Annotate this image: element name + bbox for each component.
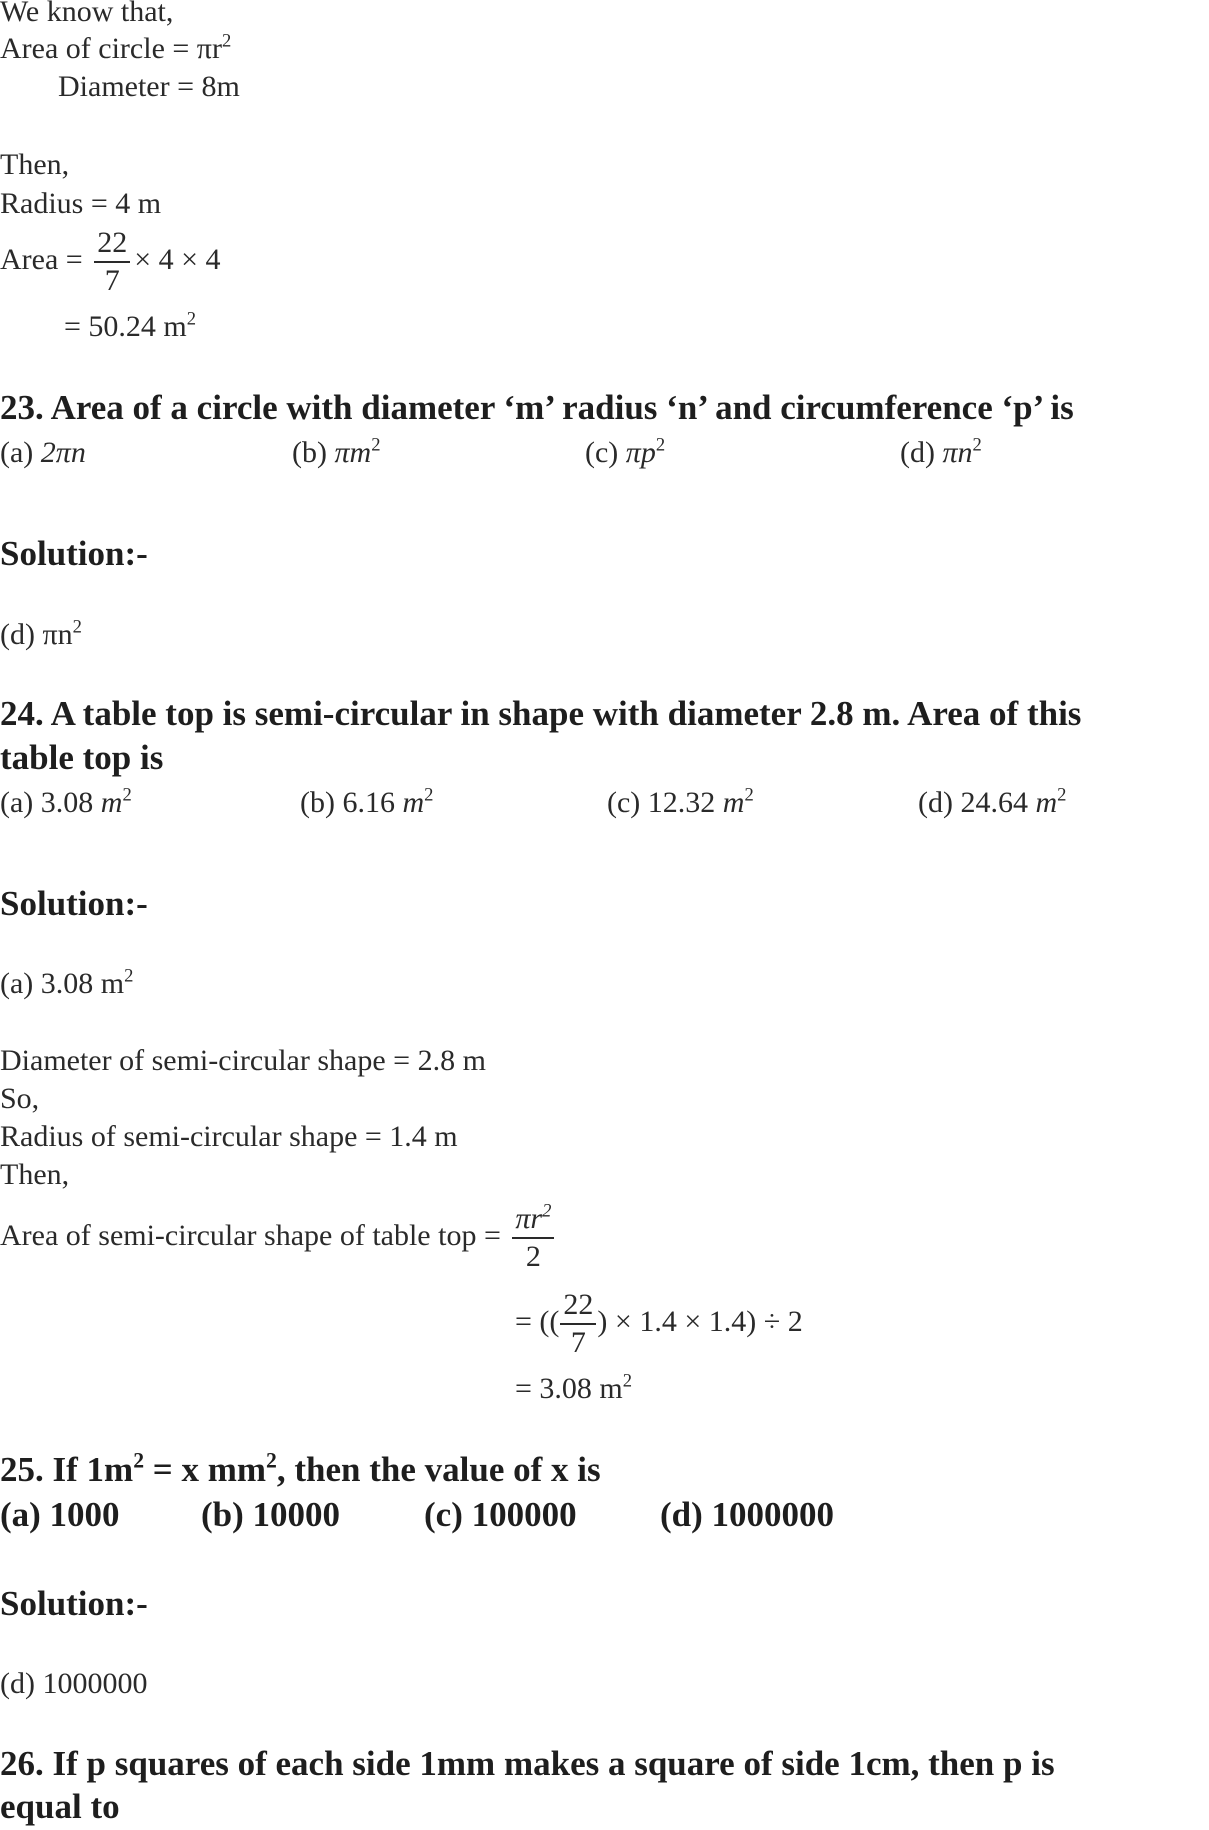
question-24-line-2: table top is — [0, 738, 164, 777]
q23-answer — [0, 617, 82, 653]
result-text: = 3.08 m — [515, 1372, 623, 1405]
area-formula-line — [0, 31, 231, 67]
fraction-numerator — [512, 1201, 554, 1239]
option-exponent: 2 — [1057, 784, 1067, 806]
option-value: 3.08 — [40, 786, 94, 819]
numerator-exponent: 2 — [542, 1200, 552, 1222]
q25-option-b: (b) 10000 — [201, 1495, 341, 1534]
q23-option-a — [0, 435, 86, 471]
result-exponent: 2 — [622, 1370, 633, 1392]
q25-option-c: (c) 100000 — [424, 1495, 577, 1534]
area-formula-text: Area of circle = πr — [0, 32, 222, 65]
fraction-numerator: 22 — [560, 1287, 596, 1325]
option-label: (d) — [918, 786, 953, 819]
q24-option-a — [0, 785, 132, 821]
q24-solution-heading: Solution:- — [0, 884, 148, 923]
fraction-denominator: 2 — [525, 1240, 541, 1273]
answer-exponent: 2 — [72, 616, 82, 638]
fraction-pi-r2-over-2 — [512, 1201, 554, 1275]
answer-text: (d) πn — [0, 618, 73, 651]
q25-answer: (d) 1000000 — [0, 1667, 148, 1700]
option-unit: m — [100, 786, 123, 819]
q25-solution-heading: Solution:- — [0, 1584, 148, 1623]
option-value: πm — [334, 436, 372, 469]
q24-option-c — [607, 785, 754, 821]
q25-option-d: (d) 1000000 — [660, 1495, 835, 1534]
option-exponent: 2 — [424, 784, 434, 806]
area-result-text: = 50.24 m — [64, 310, 187, 343]
option-label: (b) — [300, 786, 335, 819]
area-prefix: Area = — [0, 242, 83, 276]
question-part-3: , then the value of x is — [276, 1450, 601, 1489]
q23-option-b — [292, 435, 380, 471]
q24-radius-line: Radius of semi-circular shape = 1.4 m — [0, 1120, 458, 1153]
radius-line: Radius = 4 m — [0, 187, 162, 220]
option-label: (c) — [585, 436, 619, 469]
question-24-line-1: 24. A table top is semi-circular in shape with diameter 2.8 m. Area of this — [0, 694, 1082, 733]
option-exponent: 2 — [122, 784, 132, 806]
q24-step-line — [515, 1287, 803, 1361]
fraction-denominator: 7 — [104, 264, 120, 297]
answer-text: (a) 3.08 m — [0, 967, 125, 1000]
option-value: 2πn — [40, 436, 86, 469]
question-26-line-1: 26. If p squares of each side 1mm makes a square of side 1cm, then p is — [0, 1744, 1055, 1783]
q24-then-line: Then, — [0, 1158, 70, 1191]
q24-area-formula-line — [0, 1201, 558, 1275]
step-suffix: ) × 1.4 × 1.4) ÷ 2 — [597, 1304, 803, 1338]
fraction-22-7 — [94, 225, 130, 299]
exponent: 2 — [266, 1448, 277, 1473]
option-value: πp — [625, 436, 656, 469]
question-part-1: 25. If 1m — [0, 1450, 134, 1489]
q23-option-c — [585, 435, 665, 471]
exponent: 2 — [133, 1448, 145, 1473]
option-value: 24.64 — [960, 786, 1028, 819]
option-label: (c) — [607, 786, 641, 819]
step-prefix: = (( — [515, 1304, 560, 1338]
question-25 — [0, 1449, 601, 1491]
option-value: 12.32 — [647, 786, 716, 819]
option-label: (b) — [292, 436, 327, 469]
then-line: Then, — [0, 148, 70, 181]
q23-option-d — [900, 435, 982, 471]
q24-so-line: So, — [0, 1082, 40, 1115]
area-suffix: × 4 × 4 — [134, 242, 221, 276]
option-exponent: 2 — [371, 434, 381, 456]
fraction-numerator: 22 — [94, 225, 130, 263]
fraction-22-7 — [560, 1287, 596, 1361]
numerator-text: πr — [515, 1202, 543, 1235]
question-part-2: = x mm — [144, 1450, 267, 1489]
diameter-line: Diameter = 8m — [58, 70, 240, 103]
q24-diameter-line: Diameter of semi-circular shape = 2.8 m — [0, 1044, 486, 1077]
q24-option-b — [300, 785, 433, 821]
option-value: πn — [942, 436, 973, 469]
q25-option-a: (a) 1000 — [0, 1495, 120, 1534]
q24-option-d — [918, 785, 1066, 821]
option-label: (a) — [0, 786, 34, 819]
area-formula-exponent: 2 — [221, 30, 232, 52]
answer-exponent: 2 — [124, 965, 134, 987]
area-computation-line — [0, 225, 221, 299]
fraction-denominator: 7 — [570, 1326, 586, 1359]
option-label: (a) — [0, 436, 34, 469]
intro-line-1: We know that, — [0, 0, 174, 28]
question-23: 23. Area of a circle with diameter ‘m’ radius ‘n’ and circumference ‘p’ is — [0, 388, 1074, 427]
question-26-line-2: equal to — [0, 1787, 120, 1826]
q23-solution-heading: Solution:- — [0, 534, 148, 573]
option-unit: m — [402, 786, 425, 819]
option-unit: m — [1035, 786, 1058, 819]
option-exponent: 2 — [972, 434, 982, 456]
option-exponent: 2 — [744, 784, 754, 806]
area-result-exponent: 2 — [186, 308, 197, 330]
area-label: Area of semi-circular shape of table top = — [0, 1218, 501, 1252]
q24-answer — [0, 966, 133, 1002]
option-exponent: 2 — [655, 434, 666, 456]
q24-result-line — [515, 1371, 632, 1407]
option-value: 6.16 — [342, 786, 395, 819]
option-unit: m — [722, 786, 745, 819]
area-result-line — [64, 309, 196, 345]
option-label: (d) — [900, 436, 935, 469]
